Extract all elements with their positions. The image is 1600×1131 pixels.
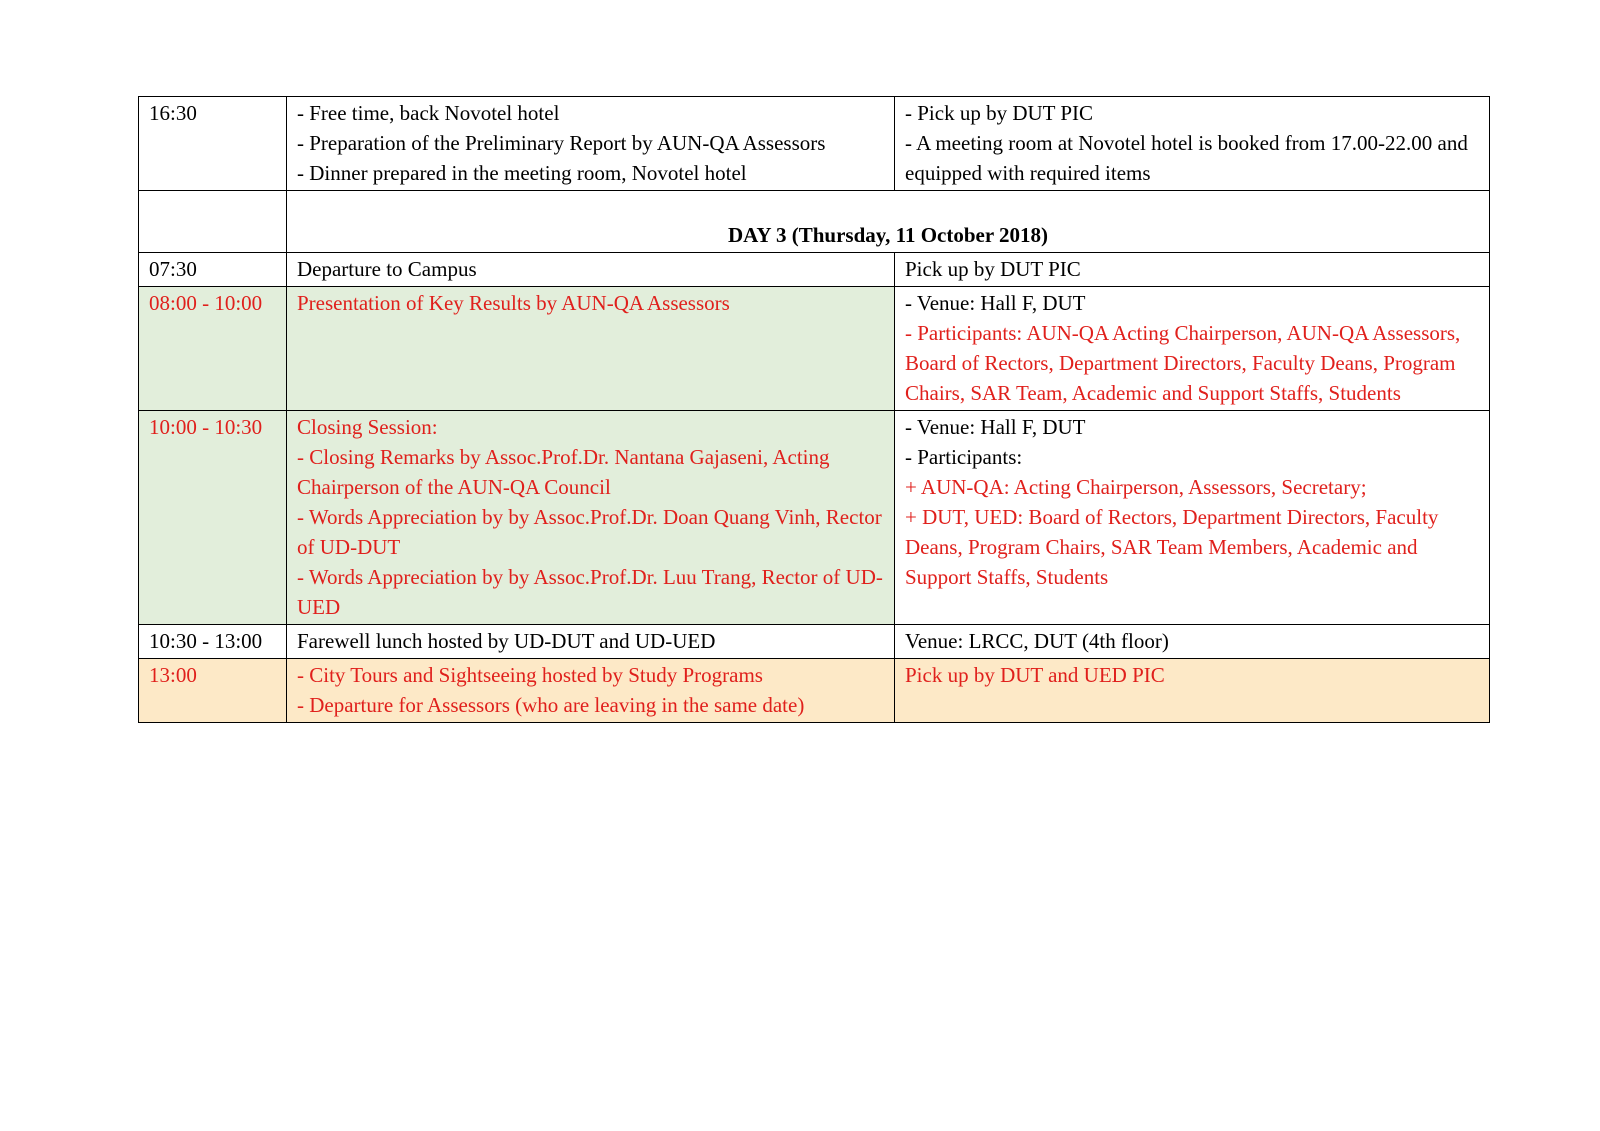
notes-cell: Venue: LRCC, DUT (4th floor): [895, 625, 1490, 659]
table-row: [139, 97, 1490, 191]
activity-cell: Departure to Campus: [287, 253, 895, 287]
table-row: [139, 287, 1490, 411]
note-line: - A meeting room at Novotel hotel is booked from 17.00-22.00 and equipped with required items: [905, 131, 1468, 185]
notes-cell: Pick up by DUT and UED PIC: [895, 659, 1490, 723]
time-cell: 16:30: [139, 97, 287, 191]
activity-cell: [287, 659, 895, 723]
time-cell: 08:00 - 10:00: [139, 287, 287, 411]
day-header-spacer: [139, 191, 287, 253]
time-cell: 07:30: [139, 253, 287, 287]
table-row: [139, 625, 1490, 659]
activity-line: - Free time, back Novotel hotel: [297, 101, 560, 125]
activity-line: - Departure for Assessors (who are leaving in the same date): [297, 693, 805, 717]
activity-cell: Presentation of Key Results by AUN-QA Assessors: [287, 287, 895, 411]
notes-cell: [895, 97, 1490, 191]
schedule-table: [138, 96, 1490, 723]
activity-cell: Farewell lunch hosted by UD-DUT and UD-UED: [287, 625, 895, 659]
note-line: - Participants:: [905, 445, 1023, 469]
activity-line: - Dinner prepared in the meeting room, Novotel hotel: [297, 161, 747, 185]
table-row: [139, 411, 1490, 625]
activity-line: Closing Session:: [297, 415, 438, 439]
note-line: - Venue: Hall F, DUT: [905, 415, 1086, 439]
day-title: DAY 3 (Thursday, 11 October 2018): [287, 191, 1490, 253]
note-line: - Participants: AUN-QA Acting Chairperson, AUN-QA Assessors, Board of Rectors, Department Directors, Faculty Deans, Program Chairs, SAR Team, Academic and Support Staffs, Students: [905, 321, 1461, 405]
note-line: - Pick up by DUT PIC: [905, 101, 1094, 125]
note-line: + AUN-QA: Acting Chairperson, Assessors, Secretary;: [905, 475, 1367, 499]
note-line: + DUT, UED: Board of Rectors, Department Directors, Faculty Deans, Program Chairs, SAR Team Members, Academic and Support Staffs, Students: [905, 505, 1439, 589]
time-cell: 13:00: [139, 659, 287, 723]
time-cell: 10:00 - 10:30: [139, 411, 287, 625]
activity-line: - Preparation of the Preliminary Report by AUN-QA Assessors: [297, 131, 826, 155]
activity-line: - Words Appreciation by by Assoc.Prof.Dr. Luu Trang, Rector of UD-UED: [297, 565, 883, 619]
activity-line: - City Tours and Sightseeing hosted by Study Programs: [297, 663, 763, 687]
note-line: - Venue: Hall F, DUT: [905, 291, 1086, 315]
table-row: [139, 253, 1490, 287]
activity-cell: [287, 97, 895, 191]
day-header-row: [139, 191, 1490, 253]
table-row: [139, 659, 1490, 723]
notes-cell: [895, 287, 1490, 411]
notes-cell: Pick up by DUT PIC: [895, 253, 1490, 287]
activity-cell: [287, 411, 895, 625]
notes-cell: [895, 411, 1490, 625]
time-cell: 10:30 - 13:00: [139, 625, 287, 659]
activity-line: - Closing Remarks by Assoc.Prof.Dr. Nantana Gajaseni, Acting Chairperson of the AUN-QA Council: [297, 445, 830, 499]
activity-line: - Words Appreciation by by Assoc.Prof.Dr. Doan Quang Vinh, Rector of UD-DUT: [297, 505, 882, 559]
